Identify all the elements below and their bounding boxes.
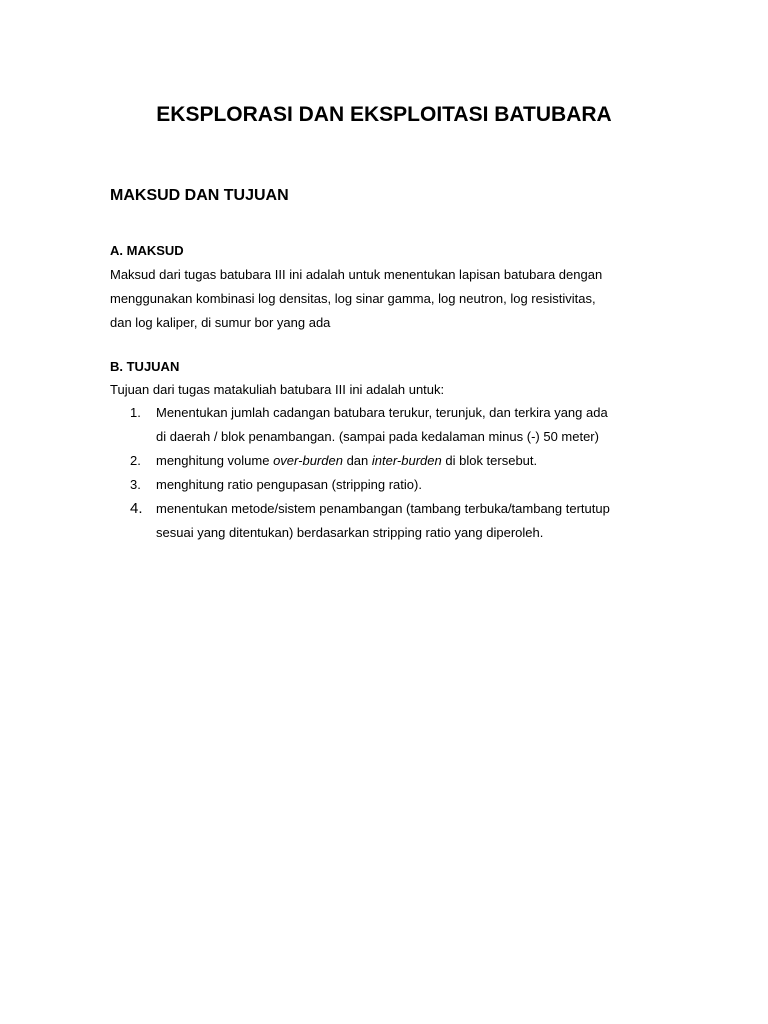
item-text: di blok tersebut. <box>441 453 538 468</box>
tujuan-intro-text: Tujuan dari tugas matakuliah batubara III ini adalah untuk: <box>110 382 445 397</box>
tujuan-list <box>110 401 670 545</box>
list-item <box>110 473 670 497</box>
maksud-line: dan log kaliper, di sumur bor yang ada <box>110 315 331 330</box>
list-item-line <box>156 449 670 473</box>
document-title: EKSPLORASI DAN EKSPLOITASI BATUBARA <box>156 103 612 126</box>
maksud-paragraph <box>110 263 670 335</box>
list-item <box>110 497 670 545</box>
maksud-line: menggunakan kombinasi log densitas, log sinar gamma, log neutron, log resistivitas, <box>110 291 596 306</box>
italic-term: inter-burden <box>371 453 442 468</box>
list-item-number: 2. <box>130 453 141 468</box>
list-item <box>110 401 670 449</box>
section-heading: MAKSUD DAN TUJUAN <box>110 187 289 204</box>
list-item-line: di daerah / blok penambangan. (sampai pada kedalaman minus (-) 50 meter) <box>156 429 599 444</box>
italic-term: over-burden <box>273 453 343 468</box>
list-item-number: 3. <box>130 477 141 492</box>
maksud-line: Maksud dari tugas batubara III ini adalah untuk menentukan lapisan batubara dengan <box>110 267 603 282</box>
list-item-line: menghitung ratio pengupasan (stripping ratio). <box>156 477 422 492</box>
list-item-line: menentukan metode/sistem penambangan (tambang terbuka/tambang tertutup <box>156 501 610 516</box>
item-text: dan <box>342 453 372 468</box>
item-text: menghitung volume <box>156 453 274 468</box>
tujuan-intro <box>110 378 670 402</box>
list-item <box>110 449 670 473</box>
maksud-heading: A. MAKSUD <box>110 243 184 258</box>
list-item-number: 1. <box>130 405 141 420</box>
list-item-line: Menentukan jumlah cadangan batubara terukur, terunjuk, dan terkira yang ada <box>156 405 608 420</box>
list-item-number: 4. <box>130 500 143 517</box>
list-item-line: sesuai yang ditentukan) berdasarkan stripping ratio yang diperoleh. <box>156 525 544 540</box>
tujuan-heading: B. TUJUAN <box>110 359 180 374</box>
